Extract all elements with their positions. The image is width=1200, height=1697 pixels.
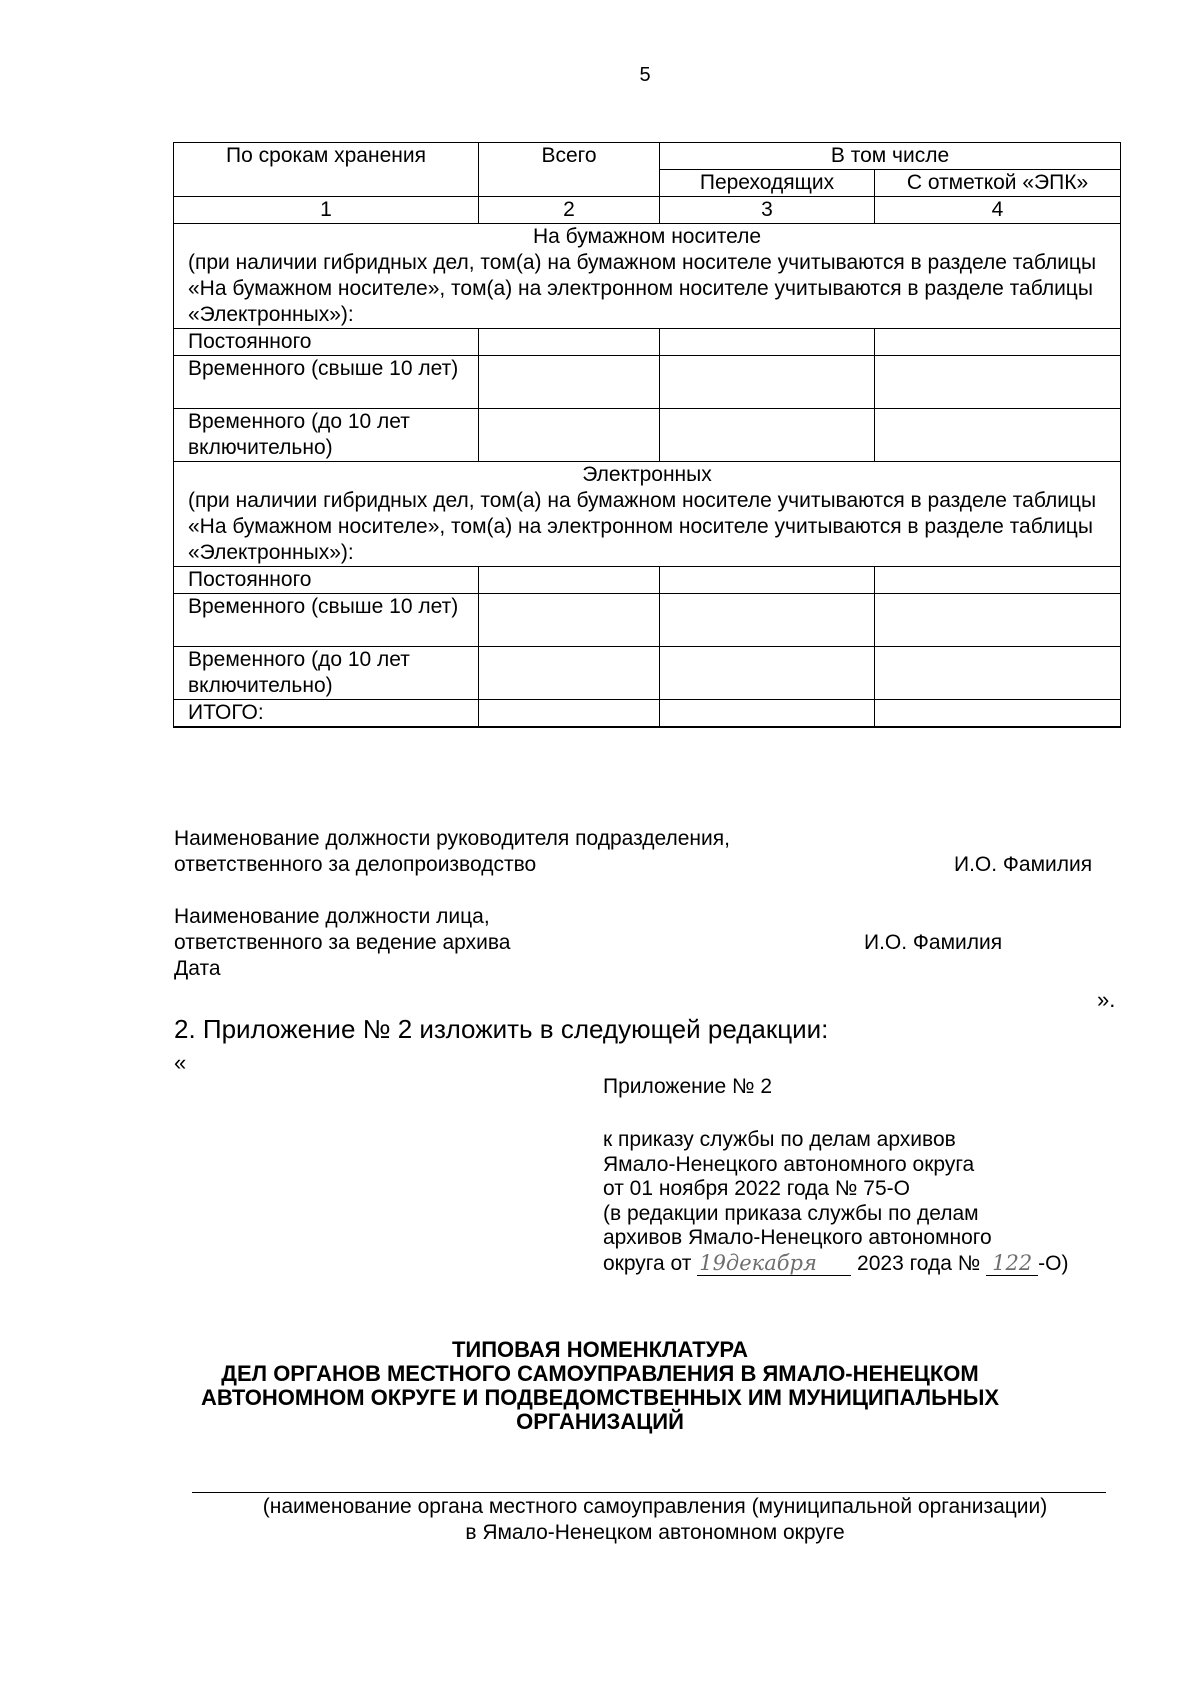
position-line: Наименование должности руководителя подразделения, <box>174 827 730 850</box>
empty-cell <box>875 647 1121 700</box>
table-row <box>174 647 1121 700</box>
table-row <box>174 567 1121 594</box>
position-line: ответственного за делопроизводство <box>174 853 537 876</box>
empty-cell <box>875 567 1121 594</box>
appendix-line: архивов Ямало-Ненецкого автономного <box>603 1226 992 1249</box>
empty-cell <box>660 594 875 647</box>
empty-cell <box>479 409 660 462</box>
empty-cell <box>479 647 660 700</box>
empty-cell <box>660 329 875 356</box>
position-line: Наименование должности лица, <box>174 905 490 928</box>
section-paper <box>174 224 1121 329</box>
empty-cell <box>479 700 660 728</box>
row-label: Временного (до 10 лет включительно) <box>174 409 479 462</box>
row-label: Постоянного <box>174 329 479 356</box>
empty-cell <box>479 356 660 409</box>
empty-cell <box>660 700 875 728</box>
title-line: АВТОНОМНОМ ОКРУГЕ И ПОДВЕДОМСТВЕННЫХ ИМ МУНИЦИПАЛЬНЫХ <box>200 1385 1000 1410</box>
appendix-title: Приложение № 2 <box>603 1075 773 1098</box>
row-label: Временного (до 10 лет включительно) <box>174 647 479 700</box>
closing-quote: ». <box>1097 987 1116 1012</box>
appendix-line: от 01 ноября 2022 года № 75-О <box>603 1177 910 1200</box>
column-number: 3 <box>660 197 875 224</box>
empty-cell <box>479 594 660 647</box>
page-number: 5 <box>639 64 651 86</box>
position-line: ответственного за ведение архива <box>174 931 511 954</box>
table-number-row <box>174 197 1121 224</box>
appendix-suffix: -О) <box>1038 1251 1069 1275</box>
column-number: 4 <box>875 197 1121 224</box>
appendix-line: (в редакции приказа службы по делам <box>603 1201 979 1225</box>
total-row <box>174 700 1121 728</box>
fill-in-caption <box>150 1494 1160 1546</box>
column-number: 2 <box>479 197 660 224</box>
table-row <box>174 409 1121 462</box>
title-line: ОРГАНИЗАЦИЙ <box>516 1409 684 1434</box>
empty-cell <box>479 567 660 594</box>
date-label: Дата <box>174 957 221 980</box>
table-row <box>174 329 1121 356</box>
empty-cell <box>479 329 660 356</box>
empty-cell <box>875 409 1121 462</box>
handwritten-number: 122 <box>986 1251 1038 1277</box>
empty-cell <box>660 356 875 409</box>
section-title: Электронных <box>582 463 712 486</box>
empty-cell <box>875 356 1121 409</box>
empty-cell <box>875 329 1121 356</box>
signatory-name: И.О. Фамилия <box>864 931 1003 954</box>
opening-quote: « <box>174 1050 187 1075</box>
caption-line: в Ямало-Ненецком автономном округе <box>465 1521 845 1544</box>
signatory-name: И.О. Фамилия <box>954 853 1093 876</box>
section-note: (при наличии гибридных дел, том(а) на бумажном носителе учитываются в разделе таблицы «На бумажном носителе», том(а) на электронном носителе учитываются в разделе таблицы «Электронных»): <box>188 489 1097 564</box>
section-header-row <box>174 224 1121 329</box>
appendix-year: 2023 года № <box>857 1251 981 1275</box>
header-epk: С отметкой «ЭПК» <box>875 170 1121 197</box>
appendix-line: к приказу службы по делам архивов <box>603 1128 956 1151</box>
handwritten-date: 19декабря <box>697 1251 851 1277</box>
fill-in-line <box>192 1492 1106 1493</box>
title-line: ДЕЛ ОРГАНОВ МЕСТНОГО САМОУПРАВЛЕНИЯ В ЯМАЛО-НЕНЕЦКОМ <box>221 1361 979 1386</box>
empty-cell <box>660 567 875 594</box>
section-electronic <box>174 462 1121 567</box>
row-label: Временного (свыше 10 лет) <box>174 594 479 647</box>
header-transitional: Переходящих <box>660 170 875 197</box>
storage-summary-table <box>173 142 1121 728</box>
appendix-prefix: округа от <box>603 1251 692 1275</box>
header-including: В том числе <box>660 143 1121 170</box>
row-label: Постоянного <box>174 567 479 594</box>
empty-cell <box>660 409 875 462</box>
document-title <box>150 1338 1050 1434</box>
amendment-heading: 2. Приложение № 2 изложить в следующей редакции: <box>174 1014 829 1044</box>
total-label: ИТОГО: <box>174 700 479 728</box>
section-title: На бумажном носителе <box>532 225 762 248</box>
section-note: (при наличии гибридных дел, том(а) на бумажном носителе учитываются в разделе таблицы «На бумажном носителе», том(а) на электронном носителе учитываются в разделе таблицы «Электронных»): <box>188 251 1097 326</box>
row-label: Временного (свыше 10 лет) <box>174 356 479 409</box>
empty-cell <box>660 647 875 700</box>
table-row <box>174 356 1121 409</box>
empty-cell <box>875 594 1121 647</box>
header-retention: По срокам хранения <box>174 143 479 197</box>
caption-line: (наименование органа местного самоуправления (муниципальной организации) <box>262 1495 1048 1518</box>
header-total: Всего <box>479 143 660 197</box>
title-line: ТИПОВАЯ НОМЕНКЛАТУРА <box>451 1337 749 1362</box>
empty-cell <box>875 700 1121 728</box>
appendix-last-line <box>603 1251 1068 1277</box>
table-header-row <box>174 143 1121 170</box>
appendix-line: Ямало-Ненецкого автономного округа <box>603 1152 975 1176</box>
table-row <box>174 594 1121 647</box>
column-number: 1 <box>174 197 479 224</box>
section-header-row <box>174 462 1121 567</box>
appendix-reference <box>603 1128 1068 1276</box>
signature-block-office <box>174 826 730 878</box>
signature-block-archive <box>174 904 510 982</box>
